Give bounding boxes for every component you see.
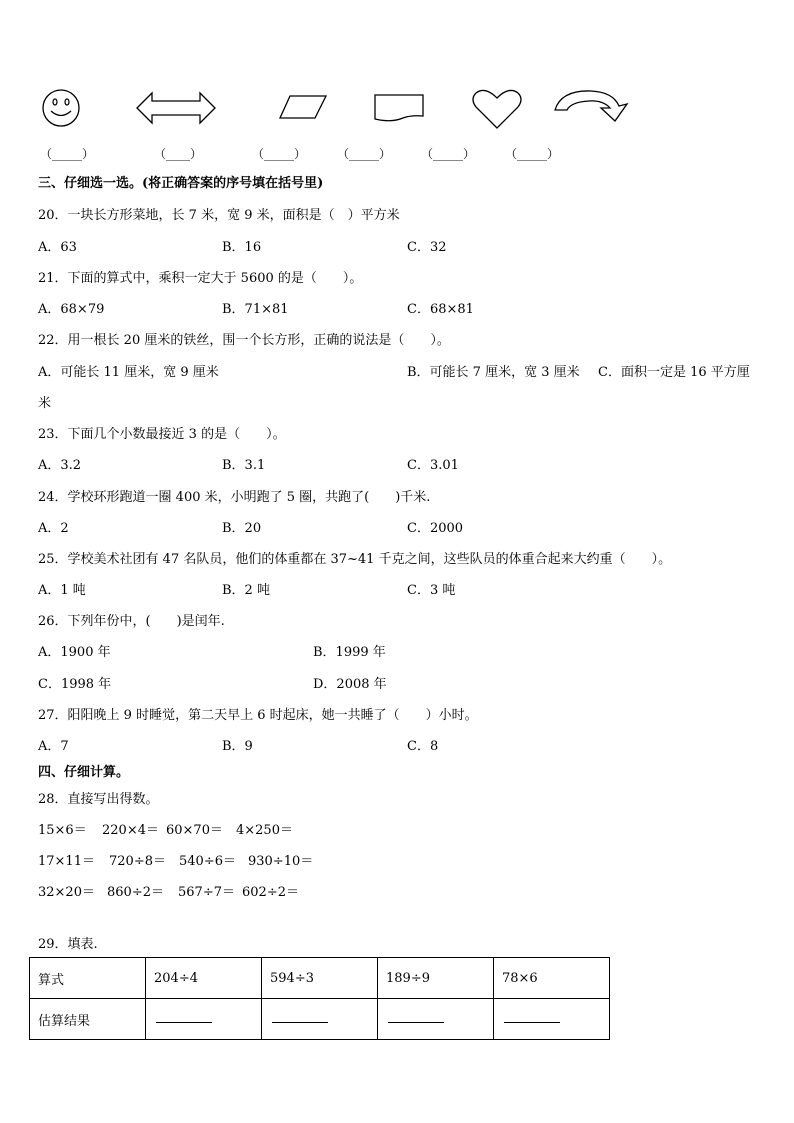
option-a[interactable]: A．2: [38, 521, 69, 536]
calc-item: 60×70＝: [166, 823, 223, 838]
option-c[interactable]: C．3 吨: [407, 583, 456, 598]
parallelogram-icon: [278, 94, 328, 120]
double-arrow-icon: [135, 90, 217, 126]
option-c[interactable]: C．8: [407, 739, 439, 754]
question-22: 22．用一根长 20 厘米的铁丝，围一个长方形，正确的说法是（ ）。: [38, 333, 450, 348]
answer-blank[interactable]: [262, 999, 378, 1040]
calc-item: 540÷6＝: [179, 854, 236, 869]
option-a[interactable]: A．63: [38, 240, 77, 255]
estimate-table: [29, 957, 610, 1040]
calc-item: 17×11＝: [38, 854, 95, 869]
table-row: [30, 999, 610, 1040]
question-21: 21．下面的算式中，乘积一定大于 5600 的是（ ）。: [38, 271, 363, 286]
section-heading: 四、仔细计算。: [38, 765, 130, 780]
answer-blank[interactable]: （_____）: [421, 147, 476, 161]
option-b[interactable]: B．16: [222, 240, 262, 255]
table-cell: 78×6: [494, 958, 610, 999]
question-24: 24．学校环形跑道一圈 400 米，小明跑了 5 圈，共跑了( )千米.: [38, 490, 431, 505]
option-a[interactable]: A．7: [38, 739, 69, 754]
option-a[interactable]: A．可能长 11 厘米，宽 9 厘米: [38, 365, 219, 380]
answer-blank[interactable]: （____）: [154, 147, 203, 161]
option-b[interactable]: B．9: [222, 739, 253, 754]
question-26: 26．下列年份中，( )是闰年.: [38, 614, 225, 629]
option-b[interactable]: B．可能长 7 厘米，宽 3 厘米: [407, 365, 580, 380]
option-c[interactable]: C．2000: [407, 521, 464, 536]
option-c[interactable]: C．面积一定是 16 平方厘: [598, 365, 750, 380]
table-cell: 204÷4: [146, 958, 262, 999]
answer-blank[interactable]: [378, 999, 494, 1040]
option-a[interactable]: A．3.2: [38, 458, 82, 473]
answer-blank[interactable]: （_____）: [505, 147, 560, 161]
option-c[interactable]: C．1998 年: [38, 677, 112, 692]
calc-item: 602÷2＝: [242, 885, 299, 900]
option-b[interactable]: B．71×81: [222, 302, 289, 317]
option-b[interactable]: B．3.1: [222, 458, 266, 473]
question-25: 25．学校美术社团有 47 名队员，他们的体重都在 37~41 千克之间，这些队员的体重合起来大约重（ ）。: [38, 552, 672, 567]
question-20: 20．一块长方形菜地，长 7 米，宽 9 米，面积是（ ）平方米: [38, 208, 400, 223]
table-row: [30, 958, 610, 999]
question-29: 29．填表.: [38, 937, 98, 952]
calc-item: 860÷2＝: [107, 885, 164, 900]
calc-item: 720÷8＝: [109, 854, 166, 869]
smiley-face-icon: [40, 88, 82, 128]
calc-item: 220×4＝: [102, 823, 159, 838]
option-c[interactable]: C．3.01: [407, 458, 459, 473]
question-27: 27．阳阳晚上 9 时睡觉，第二天早上 6 时起床，她一共睡了（ ）小时。: [38, 708, 478, 723]
table-cell: 估算结果: [30, 999, 146, 1040]
answer-blank[interactable]: （_____）: [40, 147, 95, 161]
answer-blank[interactable]: （_____）: [337, 147, 392, 161]
option-a[interactable]: A．1 吨: [38, 583, 86, 598]
question-23: 23．下面几个小数最接近 3 的是（ ）。: [38, 427, 286, 442]
heart-icon: [471, 88, 523, 130]
answer-blank[interactable]: [494, 999, 610, 1040]
table-cell: 189÷9: [378, 958, 494, 999]
option-b[interactable]: B．1999 年: [313, 645, 386, 660]
option-a[interactable]: A．1900 年: [38, 645, 111, 660]
option-b[interactable]: B．20: [222, 521, 262, 536]
option-c[interactable]: C．32: [407, 240, 447, 255]
option-d[interactable]: D．2008 年: [313, 677, 387, 692]
calc-item: 930÷10＝: [248, 854, 314, 869]
table-cell: 算式: [30, 958, 146, 999]
option-b[interactable]: B．2 吨: [222, 583, 270, 598]
calc-item: 4×250＝: [236, 823, 293, 838]
calc-item: 32×20＝: [38, 885, 95, 900]
question-28: 28．直接写出得数。: [38, 792, 159, 807]
curved-arrow-icon: [553, 88, 633, 124]
answer-blank[interactable]: （_____）: [252, 147, 307, 161]
table-cell: 594÷3: [262, 958, 378, 999]
section-heading: 三、仔细选一选。(将正确答案的序号填在括号里): [38, 176, 324, 191]
option-c-wrap: 米: [38, 396, 52, 411]
calc-item: 567÷7＝: [178, 885, 235, 900]
option-c[interactable]: C．68×81: [407, 302, 474, 317]
answer-blank[interactable]: [146, 999, 262, 1040]
calc-item: 15×6＝: [38, 823, 87, 838]
option-a[interactable]: A．68×79: [38, 302, 105, 317]
flag-rectangle-icon: [373, 93, 425, 123]
